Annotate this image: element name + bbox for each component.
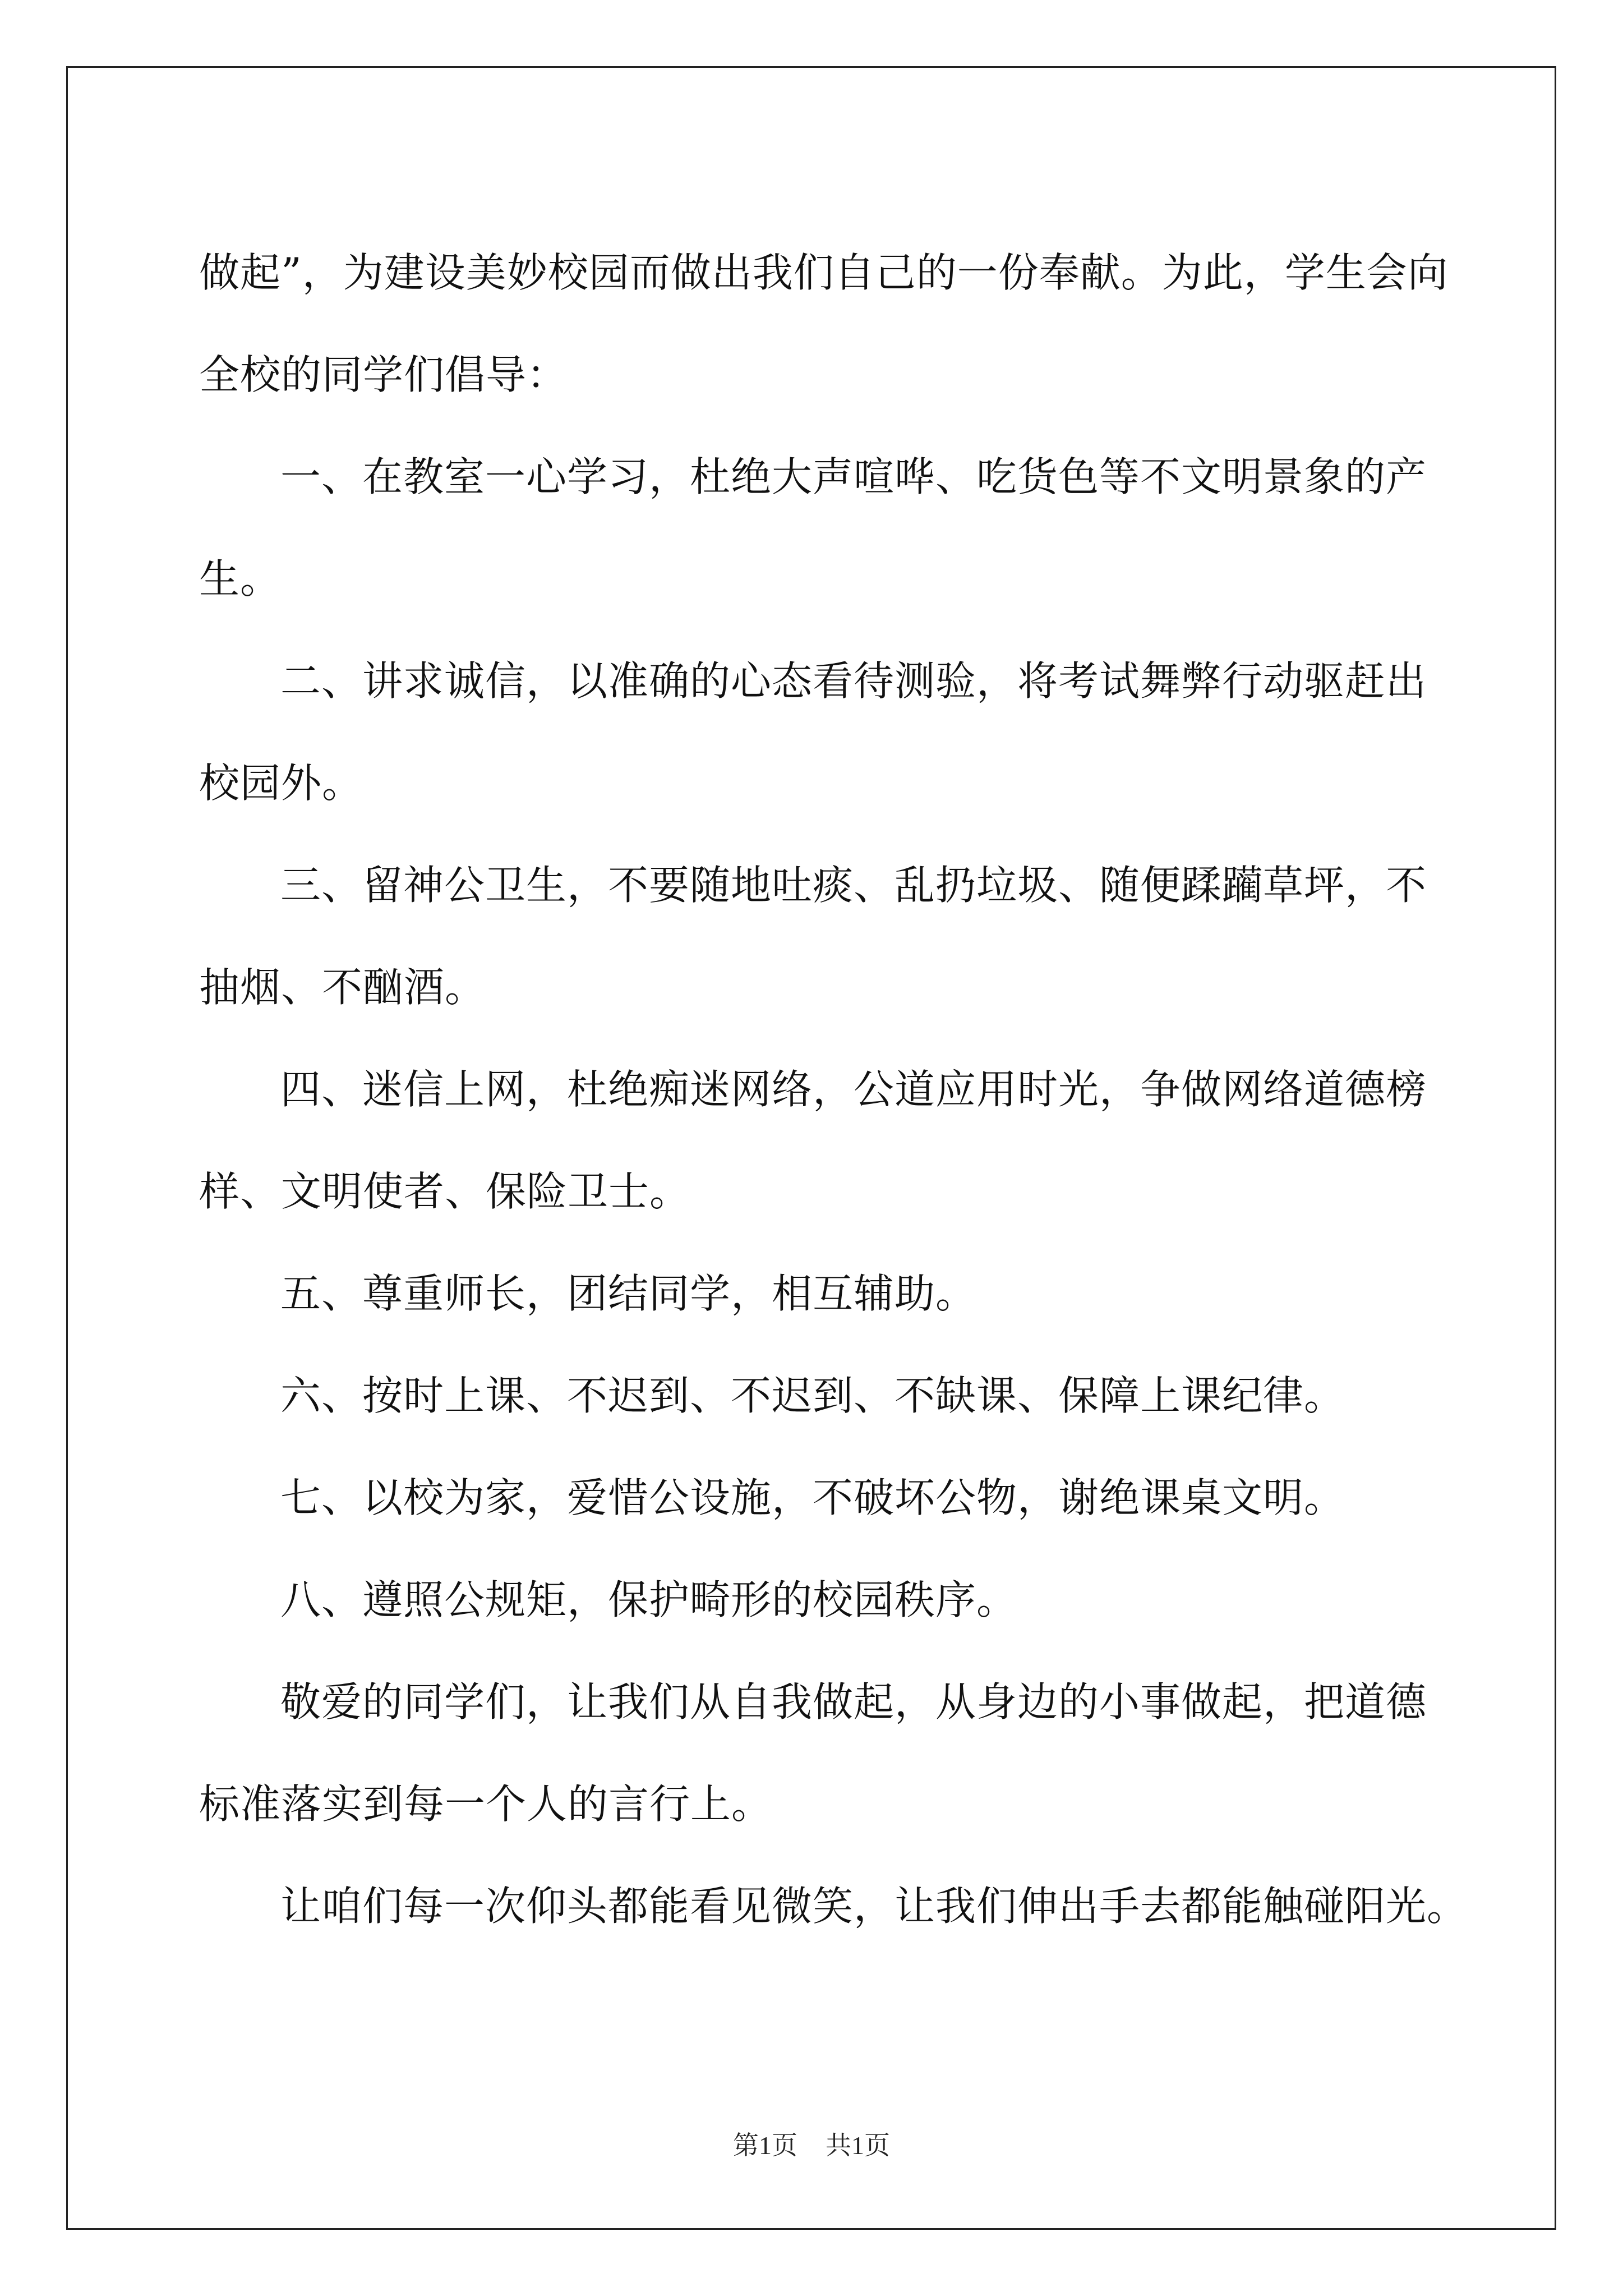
page-footer [0, 2129, 1623, 2162]
text-line: 全校的同学们倡导： [199, 351, 568, 398]
text-line: 敬爱的同学们，让我们从自我做起，从身边的小事做起，把道德 [280, 1678, 1427, 1726]
text-line: 三、留神公卫生，不要随地吐痰、乱扔垃圾、随便蹂躏草坪，不 [280, 862, 1427, 909]
document-body [199, 222, 1468, 1957]
text-line: 标准落实到每一个人的言行上。 [199, 1780, 773, 1828]
page-total: 共1页 [826, 2131, 890, 2160]
text-line: 四、迷信上网，杜绝痴迷网络，公道应用时光，争做网络道德榜 [280, 1066, 1427, 1113]
text-line: 八、遵照公规矩，保护畸形的校园秩序。 [280, 1576, 1018, 1623]
page-number: 第1页 [733, 2131, 797, 2160]
text-line: 七、以校为家，爱惜公设施，不破坏公物，谢绝课桌文明。 [280, 1474, 1345, 1521]
text-line: 做起”，为建设美妙校园而做出我们自己的一份奉献。为此，学生会向 [199, 249, 1449, 296]
text-line: 六、按时上课、不迟到、不迟到、不缺课、保障上课纪律。 [280, 1372, 1345, 1419]
text-line: 抽烟、不酗酒。 [199, 964, 486, 1011]
text-line: 样、文明使者、保险卫士。 [199, 1168, 691, 1215]
text-line: 生。 [199, 555, 282, 602]
text-line: 一、在教室一心学习，杜绝大声喧哗、吃货色等不文明景象的产 [280, 453, 1427, 500]
text-line: 五、尊重师长，团结同学，相互辅助。 [280, 1270, 977, 1317]
text-line: 校园外。 [199, 760, 363, 807]
text-line: 让咱们每一次仰头都能看见微笑，让我们伸出手去都能触碰阳光。 [280, 1883, 1468, 1930]
text-line: 二、讲求诚信，以准确的心态看待测验，将考试舞弊行动驱赶出 [280, 657, 1427, 705]
